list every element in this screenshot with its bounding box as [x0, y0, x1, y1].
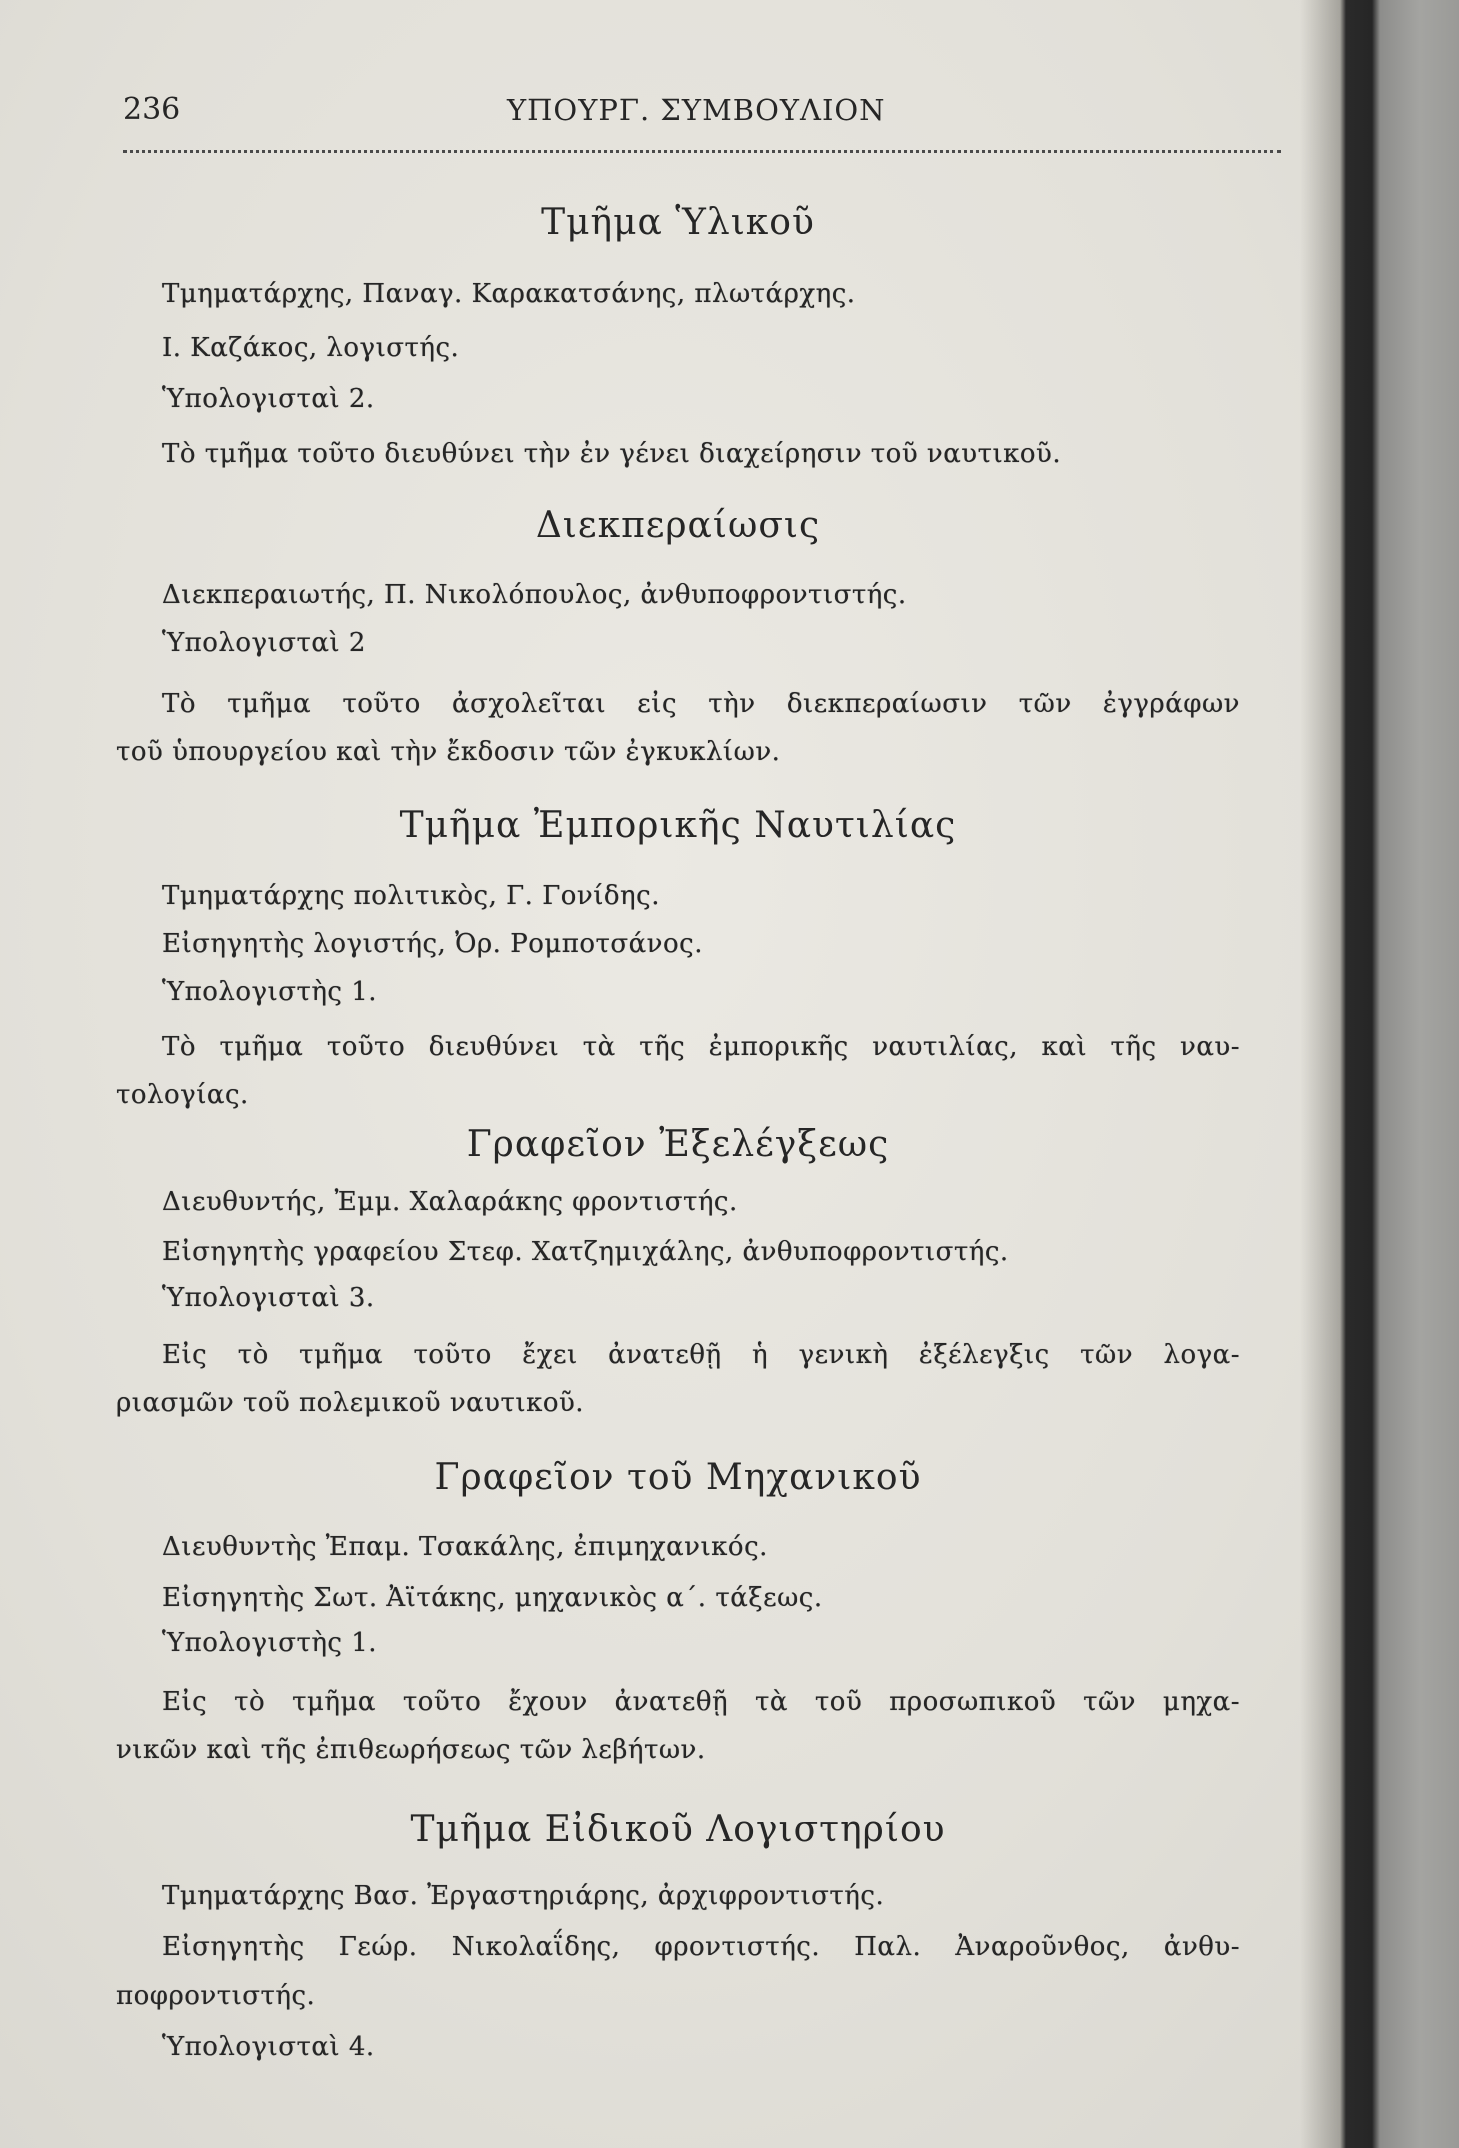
section-4-line-1: Διευθυντής, Ἐμμ. Χαλαράκης φροντιστής.	[162, 1187, 738, 1217]
section-6-line-2: Εἰσηγητὴς Γεώρ. Νικολαΐδης, φροντιστής. Παλ. Ἀναροῦνθος, ἀνθυ-	[162, 1932, 1240, 1962]
section-4-line-2: Εἰσηγητὴς γραφείου Στεφ. Χατζημιχάλης, ἀνθυποφροντιστής.	[162, 1237, 1009, 1267]
section-1-line-2: Ι. Καζάκος, λογιστής.	[162, 333, 460, 363]
section-2-line-2: Ὑπολογισταὶ 2	[162, 628, 366, 658]
section-3-heading: Τμῆμα Ἐμπορικῆς Ναυτιλίας	[399, 805, 957, 846]
section-5-line-2: Εἰσηγητὴς Σωτ. Ἀϊτάκης, μηχανικὸς α΄. τάξεως.	[162, 1583, 823, 1613]
section-2-heading: Διεκπεραίωσις	[535, 505, 821, 546]
section-6-line-3: ποφροντιστής.	[116, 1981, 316, 2011]
section-3-line-3: Ὑπολογιστὴς 1.	[162, 977, 378, 1007]
section-1-heading: Τμῆμα Ὑλικοῦ	[541, 202, 815, 243]
section-4-line-3: Ὑπολογισταὶ 3.	[162, 1283, 375, 1313]
section-4-heading: Γραφεῖον Ἐξελέγξεως	[466, 1124, 890, 1165]
section-6-line-4: Ὑπολογισταὶ 4.	[162, 2032, 375, 2062]
section-4-line-4: Εἰς τὸ τμῆμα τοῦτο ἔχει ἀνατεθῇ ἡ γενικὴ ἐξέλεγξις τῶν λογα-	[162, 1340, 1240, 1370]
section-2-line-3: Τὸ τμῆμα τοῦτο ἀσχολεῖται εἰς τὴν διεκπεραίωσιν τῶν ἐγγράφων	[162, 689, 1240, 719]
section-5-line-4: Εἰς τὸ τμῆμα τοῦτο ἔχουν ἀνατεθῇ τὰ τοῦ προσωπικοῦ τῶν μηχα-	[162, 1687, 1240, 1717]
section-3-line-1: Τμηματάρχης πολιτικὸς, Γ. Γονίδης.	[162, 881, 660, 911]
section-4-line-5: ριασμῶν τοῦ πολεμικοῦ ναυτικοῦ.	[116, 1388, 585, 1418]
section-3-line-5: τολογίας.	[116, 1080, 249, 1110]
section-1-line-4: Τὸ τμῆμα τοῦτο διευθύνει τὴν ἐν γένει διαχείρησιν τοῦ ναυτικοῦ.	[162, 439, 1062, 469]
section-2-line-1: Διεκπεραιωτής, Π. Νικολόπουλος, ἀνθυποφροντιστής.	[162, 580, 907, 610]
section-5-line-1: Διευθυντὴς Ἐπαμ. Τσακάλης, ἐπιμηχανικός.	[162, 1532, 768, 1562]
running-title: ΥΠΟΥΡΓ. ΣΥΜΒΟΥΛΙΟΝ	[507, 93, 886, 127]
section-5-line-5: νικῶν καὶ τῆς ἐπιθεωρήσεως τῶν λεβήτων.	[116, 1735, 706, 1765]
section-6-line-1: Τμηματάρχης Βασ. Ἐργαστηριάρης, ἀρχιφροντιστής.	[162, 1881, 885, 1911]
section-1-line-3: Ὑπολογισταὶ 2.	[162, 384, 375, 414]
section-5-line-3: Ὑπολογιστὴς 1.	[162, 1628, 378, 1658]
section-3-line-4: Τὸ τμῆμα τοῦτο διευθύνει τὰ τῆς ἐμπορικῆς ναυτιλίας, καὶ τῆς ναυ-	[162, 1032, 1240, 1062]
page-number: 236	[123, 92, 181, 127]
section-5-heading: Γραφεῖον τοῦ Μηχανικοῦ	[434, 1457, 922, 1498]
header-rule	[123, 150, 1281, 153]
section-1-line-1: Τμηματάρχης, Παναγ. Καρακατσάνης, πλωτάρχης.	[162, 279, 856, 309]
section-2-line-4: τοῦ ὑπουργείου καὶ τὴν ἔκδοσιν τῶν ἐγκυκλίων.	[116, 737, 781, 767]
section-6-heading: Τμῆμα Εἰδικοῦ Λογιστηρίου	[410, 1809, 946, 1850]
section-3-line-2: Εἰσηγητὴς λογιστής, Ὀρ. Ρομποτσάνος.	[162, 929, 703, 959]
